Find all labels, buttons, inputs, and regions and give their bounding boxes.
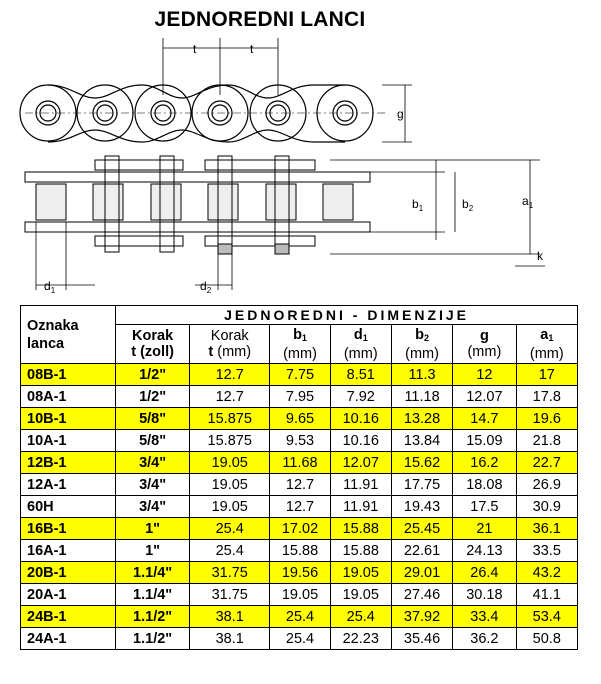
label-b1: $b_1$ xyxy=(412,197,424,213)
cell-g: 12 xyxy=(453,364,516,386)
cell-zoll: 3/4" xyxy=(116,474,190,496)
dimensions-table xyxy=(20,305,578,650)
cell-zoll: 1/2" xyxy=(116,386,190,408)
table-row xyxy=(21,430,578,452)
cell-t: 25.4 xyxy=(190,540,270,562)
chain-side-view xyxy=(20,85,373,142)
cell-b2: 27.46 xyxy=(391,584,452,606)
cell-zoll: 1.1/4" xyxy=(116,562,190,584)
table-row xyxy=(21,628,578,650)
cell-zoll: 1" xyxy=(116,518,190,540)
cell-a1: 33.5 xyxy=(516,540,577,562)
cell-b2: 11.18 xyxy=(391,386,452,408)
label-g: g xyxy=(397,107,404,121)
cell-g: 21 xyxy=(453,518,516,540)
cell-g: 30.18 xyxy=(453,584,516,606)
cell-t: 19.05 xyxy=(190,452,270,474)
cell-a1: 53.4 xyxy=(516,606,577,628)
table-row xyxy=(21,408,578,430)
cell-code: 16A-1 xyxy=(21,540,116,562)
cell-code: 10B-1 xyxy=(21,408,116,430)
cell-b2: 29.01 xyxy=(391,562,452,584)
cell-zoll: 1.1/4" xyxy=(116,584,190,606)
cell-g: 14.7 xyxy=(453,408,516,430)
cell-a1: 30.9 xyxy=(516,496,577,518)
group-header: JEDNOREDNI - DIMENZIJE xyxy=(116,306,578,325)
table-row xyxy=(21,584,578,606)
cell-code: 20A-1 xyxy=(21,584,116,606)
cell-t: 15.875 xyxy=(190,430,270,452)
cell-d1: 25.4 xyxy=(330,606,391,628)
cell-b2: 13.84 xyxy=(391,430,452,452)
label-t-2: t xyxy=(250,42,254,56)
cell-a1: 26.9 xyxy=(516,474,577,496)
label-d2: $d_2$ xyxy=(200,279,212,295)
cell-zoll: 5/8" xyxy=(116,408,190,430)
chain-top-view xyxy=(25,156,370,254)
cell-b1: 25.4 xyxy=(270,606,330,628)
cell-b2: 22.61 xyxy=(391,540,452,562)
cell-zoll: 1" xyxy=(116,540,190,562)
cell-b2: 25.45 xyxy=(391,518,452,540)
pitch-dimension xyxy=(163,38,278,95)
cell-t: 12.7 xyxy=(190,364,270,386)
cell-g: 12.07 xyxy=(453,386,516,408)
cell-a1: 22.7 xyxy=(516,452,577,474)
cell-a1: 41.1 xyxy=(516,584,577,606)
cell-code: 08A-1 xyxy=(21,386,116,408)
cell-t: 25.4 xyxy=(190,518,270,540)
cell-b1: 9.65 xyxy=(270,408,330,430)
cell-g: 15.09 xyxy=(453,430,516,452)
cell-d1: 11.91 xyxy=(330,474,391,496)
cell-b1: 25.4 xyxy=(270,628,330,650)
cell-b1: 7.95 xyxy=(270,386,330,408)
cell-g: 36.2 xyxy=(453,628,516,650)
cell-t: 31.75 xyxy=(190,584,270,606)
cell-a1: 17 xyxy=(516,364,577,386)
cell-code: 60H xyxy=(21,496,116,518)
cell-b2: 17.75 xyxy=(391,474,452,496)
table-row xyxy=(21,364,578,386)
cell-a1: 36.1 xyxy=(516,518,577,540)
cell-g: 33.4 xyxy=(453,606,516,628)
cell-a1: 19.6 xyxy=(516,408,577,430)
table-row xyxy=(21,606,578,628)
cell-code: 24B-1 xyxy=(21,606,116,628)
label-a1: $a_1$ xyxy=(522,194,534,210)
cell-b1: 19.56 xyxy=(270,562,330,584)
cell-zoll: 1.1/2" xyxy=(116,628,190,650)
cell-d1: 19.05 xyxy=(330,584,391,606)
cell-b2: 37.92 xyxy=(391,606,452,628)
header-b1: $b_1$ (mm) xyxy=(270,325,330,364)
header-korak-zoll: Korak t (zoll) xyxy=(116,325,190,364)
cell-t: 38.1 xyxy=(190,628,270,650)
cell-t: 38.1 xyxy=(190,606,270,628)
cell-b2: 15.62 xyxy=(391,452,452,474)
cell-b1: 11.68 xyxy=(270,452,330,474)
cell-b2: 35.46 xyxy=(391,628,452,650)
table-body xyxy=(21,364,578,650)
cell-code: 08B-1 xyxy=(21,364,116,386)
cell-zoll: 1/2" xyxy=(116,364,190,386)
cell-g: 24.13 xyxy=(453,540,516,562)
cell-b2: 19.43 xyxy=(391,496,452,518)
cell-d1: 12.07 xyxy=(330,452,391,474)
cell-code: 10A-1 xyxy=(21,430,116,452)
cell-g: 18.08 xyxy=(453,474,516,496)
cell-b2: 11.3 xyxy=(391,364,452,386)
cell-zoll: 3/4" xyxy=(116,452,190,474)
cell-g: 17.5 xyxy=(453,496,516,518)
cell-code: 16B-1 xyxy=(21,518,116,540)
cell-b1: 9.53 xyxy=(270,430,330,452)
label-b2: $b_2$ xyxy=(462,197,474,213)
cell-zoll: 5/8" xyxy=(116,430,190,452)
table-row xyxy=(21,540,578,562)
header-d1: $d_1$ (mm) xyxy=(330,325,391,364)
cell-a1: 43.2 xyxy=(516,562,577,584)
cell-d1: 11.91 xyxy=(330,496,391,518)
cell-a1: 17.8 xyxy=(516,386,577,408)
cell-b1: 17.02 xyxy=(270,518,330,540)
header-a1: $a_1$ (mm) xyxy=(516,325,577,364)
table-row xyxy=(21,496,578,518)
cell-t: 15.875 xyxy=(190,408,270,430)
cell-code: 12A-1 xyxy=(21,474,116,496)
cell-d1: 8.51 xyxy=(330,364,391,386)
cell-d1: 10.16 xyxy=(330,408,391,430)
table-row xyxy=(21,452,578,474)
cell-zoll: 3/4" xyxy=(116,496,190,518)
cell-t: 31.75 xyxy=(190,562,270,584)
label-t-1: t xyxy=(193,42,197,56)
header-g: g (mm) xyxy=(453,325,516,364)
cell-d1: 10.16 xyxy=(330,430,391,452)
header-oznaka: Oznaka lanca xyxy=(21,306,116,364)
label-d1: $d_1$ xyxy=(44,279,56,295)
header-korak-mm: Korak t (mm) xyxy=(190,325,270,364)
cell-d1: 15.88 xyxy=(330,518,391,540)
cell-g: 16.2 xyxy=(453,452,516,474)
table-row xyxy=(21,474,578,496)
cell-b2: 13.28 xyxy=(391,408,452,430)
cell-d1: 22.23 xyxy=(330,628,391,650)
cell-b1: 15.88 xyxy=(270,540,330,562)
cell-t: 12.7 xyxy=(190,386,270,408)
cell-t: 19.05 xyxy=(190,474,270,496)
label-k: k xyxy=(537,249,543,263)
cell-d1: 7.92 xyxy=(330,386,391,408)
chain-technical-drawing xyxy=(0,0,601,300)
cell-code: 24A-1 xyxy=(21,628,116,650)
cell-zoll: 1.1/2" xyxy=(116,606,190,628)
table-row xyxy=(21,386,578,408)
page-title: JEDNOREDNI LANCI xyxy=(154,8,366,31)
cell-d1: 15.88 xyxy=(330,540,391,562)
cell-t: 19.05 xyxy=(190,496,270,518)
cell-g: 26.4 xyxy=(453,562,516,584)
cell-b1: 19.05 xyxy=(270,584,330,606)
header-b2: $b_2$ (mm) xyxy=(391,325,452,364)
cell-a1: 50.8 xyxy=(516,628,577,650)
cell-b1: 12.7 xyxy=(270,474,330,496)
table-row xyxy=(21,518,578,540)
cell-a1: 21.8 xyxy=(516,430,577,452)
cell-b1: 7.75 xyxy=(270,364,330,386)
table-row xyxy=(21,562,578,584)
cell-code: 12B-1 xyxy=(21,452,116,474)
cell-b1: 12.7 xyxy=(270,496,330,518)
cell-d1: 19.05 xyxy=(330,562,391,584)
cell-code: 20B-1 xyxy=(21,562,116,584)
